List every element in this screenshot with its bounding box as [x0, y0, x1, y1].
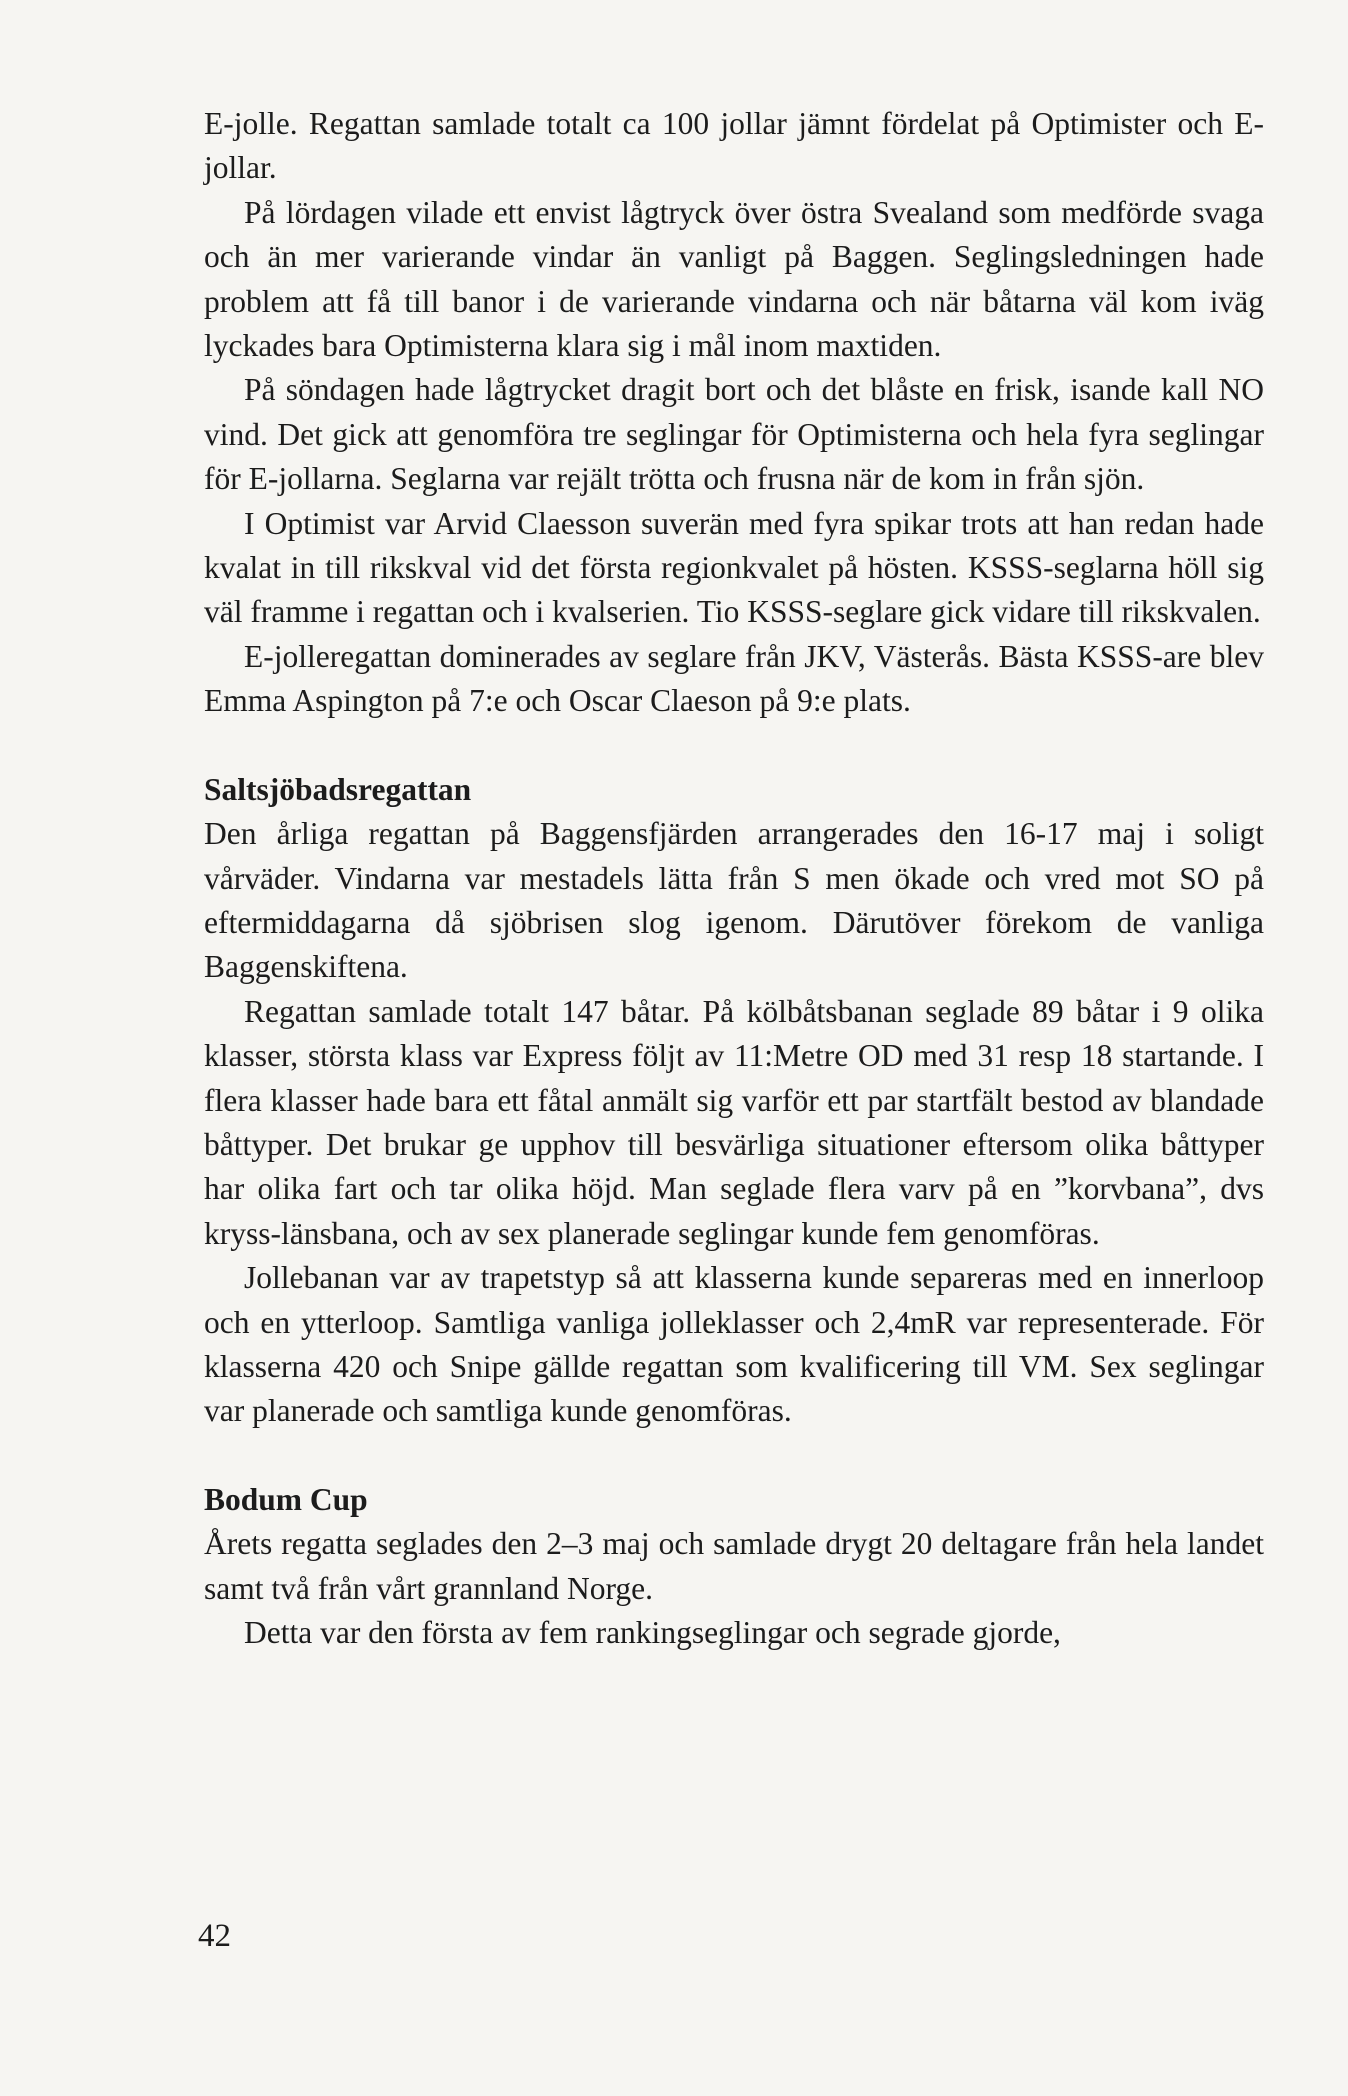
paragraph: Detta var den första av fem rankingseglingar och segrade gjorde,: [244, 1615, 1061, 1650]
paragraph: Den årliga regattan på Baggensfjärden arrangerades den 16-17 maj i soligt vårväder. Vindarna var mestadels lätta från S men ökade och vred mot SO på eftermiddagarna då sjöbrisen slog igenom. Därutöver förekom de vanliga Baggenskiftena.: [204, 816, 1264, 985]
paragraph: På söndagen hade lågtrycket dragit bort och det blåste en frisk, isande kall NO vind. Det gick att genomföra tre seglingar för Optimisterna och hela fyra seglingar för E-jollarna. Seglarna var rejält trötta och frusna när de kom in från sjön.: [204, 372, 1264, 497]
page-number: 42: [198, 1918, 231, 1954]
section-gap: [204, 724, 1264, 768]
text-column: [204, 102, 1264, 1655]
paragraph: Årets regatta seglades den 2–3 maj och samlade drygt 20 deltagare från hela landet samt två från vårt grannland Norge.: [204, 1526, 1264, 1606]
paragraph: Regattan samlade totalt 147 båtar. På kölbåtsbanan seglade 89 båtar i 9 olika klasser, största klass var Express följt av 11:Metre OD med 31 resp 18 startande. I flera klasser hade bara ett fåtal anmält sig varför ett par startfält bestod av blandade båttyper. Det brukar ge upphov till besvärliga situationer eftersom olika båttyper har olika fart och tar olika höjd. Man seglade flera varv på en ”korvbana”, dvs kryss-länsbana, och av sex planerade seglingar kunde fem genomföras.: [204, 993, 1264, 1251]
paragraph: På lördagen vilade ett envist lågtryck över östra Svealand som medförde svaga och än mer varierande vindar än vanligt på Baggen. Seglingsledningen hade problem att få till banor i de varierande vindarna och när båtarna väl kom iväg lyckades bara Optimisterna klara sig i mål inom maxtiden.: [204, 194, 1264, 364]
paragraph: E-jolle. Regattan samlade totalt ca 100 jollar jämnt fördelat på Optimister och E-jollar.: [204, 106, 1264, 186]
paragraph: E-jolleregattan dominerades av seglare från JKV, Västerås. Bästa KSSS-are blev Emma Aspington på 7:e och Oscar Claeson på 9:e plats.: [204, 638, 1264, 719]
section-heading-saltsjobadsregattan: Saltsjöbadsregattan: [204, 771, 472, 807]
paragraph: I Optimist var Arvid Claesson suverän med fyra spikar trots att han redan hade kvalat in till rikskval vid det första regionkvalet på hösten. KSSS-seglarna höll sig väl framme i regattan och i kvalserien. Tio KSSS-seglare gick vidare till rikskvalen.: [204, 505, 1264, 630]
paragraph: Jollebanan var av trapetstyp så att klasserna kunde separeras med en innerloop och en ytterloop. Samtliga vanliga jolleklasser och 2,4mR var representerade. För klasserna 420 och Snipe gällde regattan som kvalificering till VM. Sex seglingar var planerade och samtliga kunde genomföras.: [204, 1260, 1264, 1429]
section-gap: [204, 1434, 1264, 1478]
section-heading-bodum-cup: Bodum Cup: [204, 1481, 368, 1517]
